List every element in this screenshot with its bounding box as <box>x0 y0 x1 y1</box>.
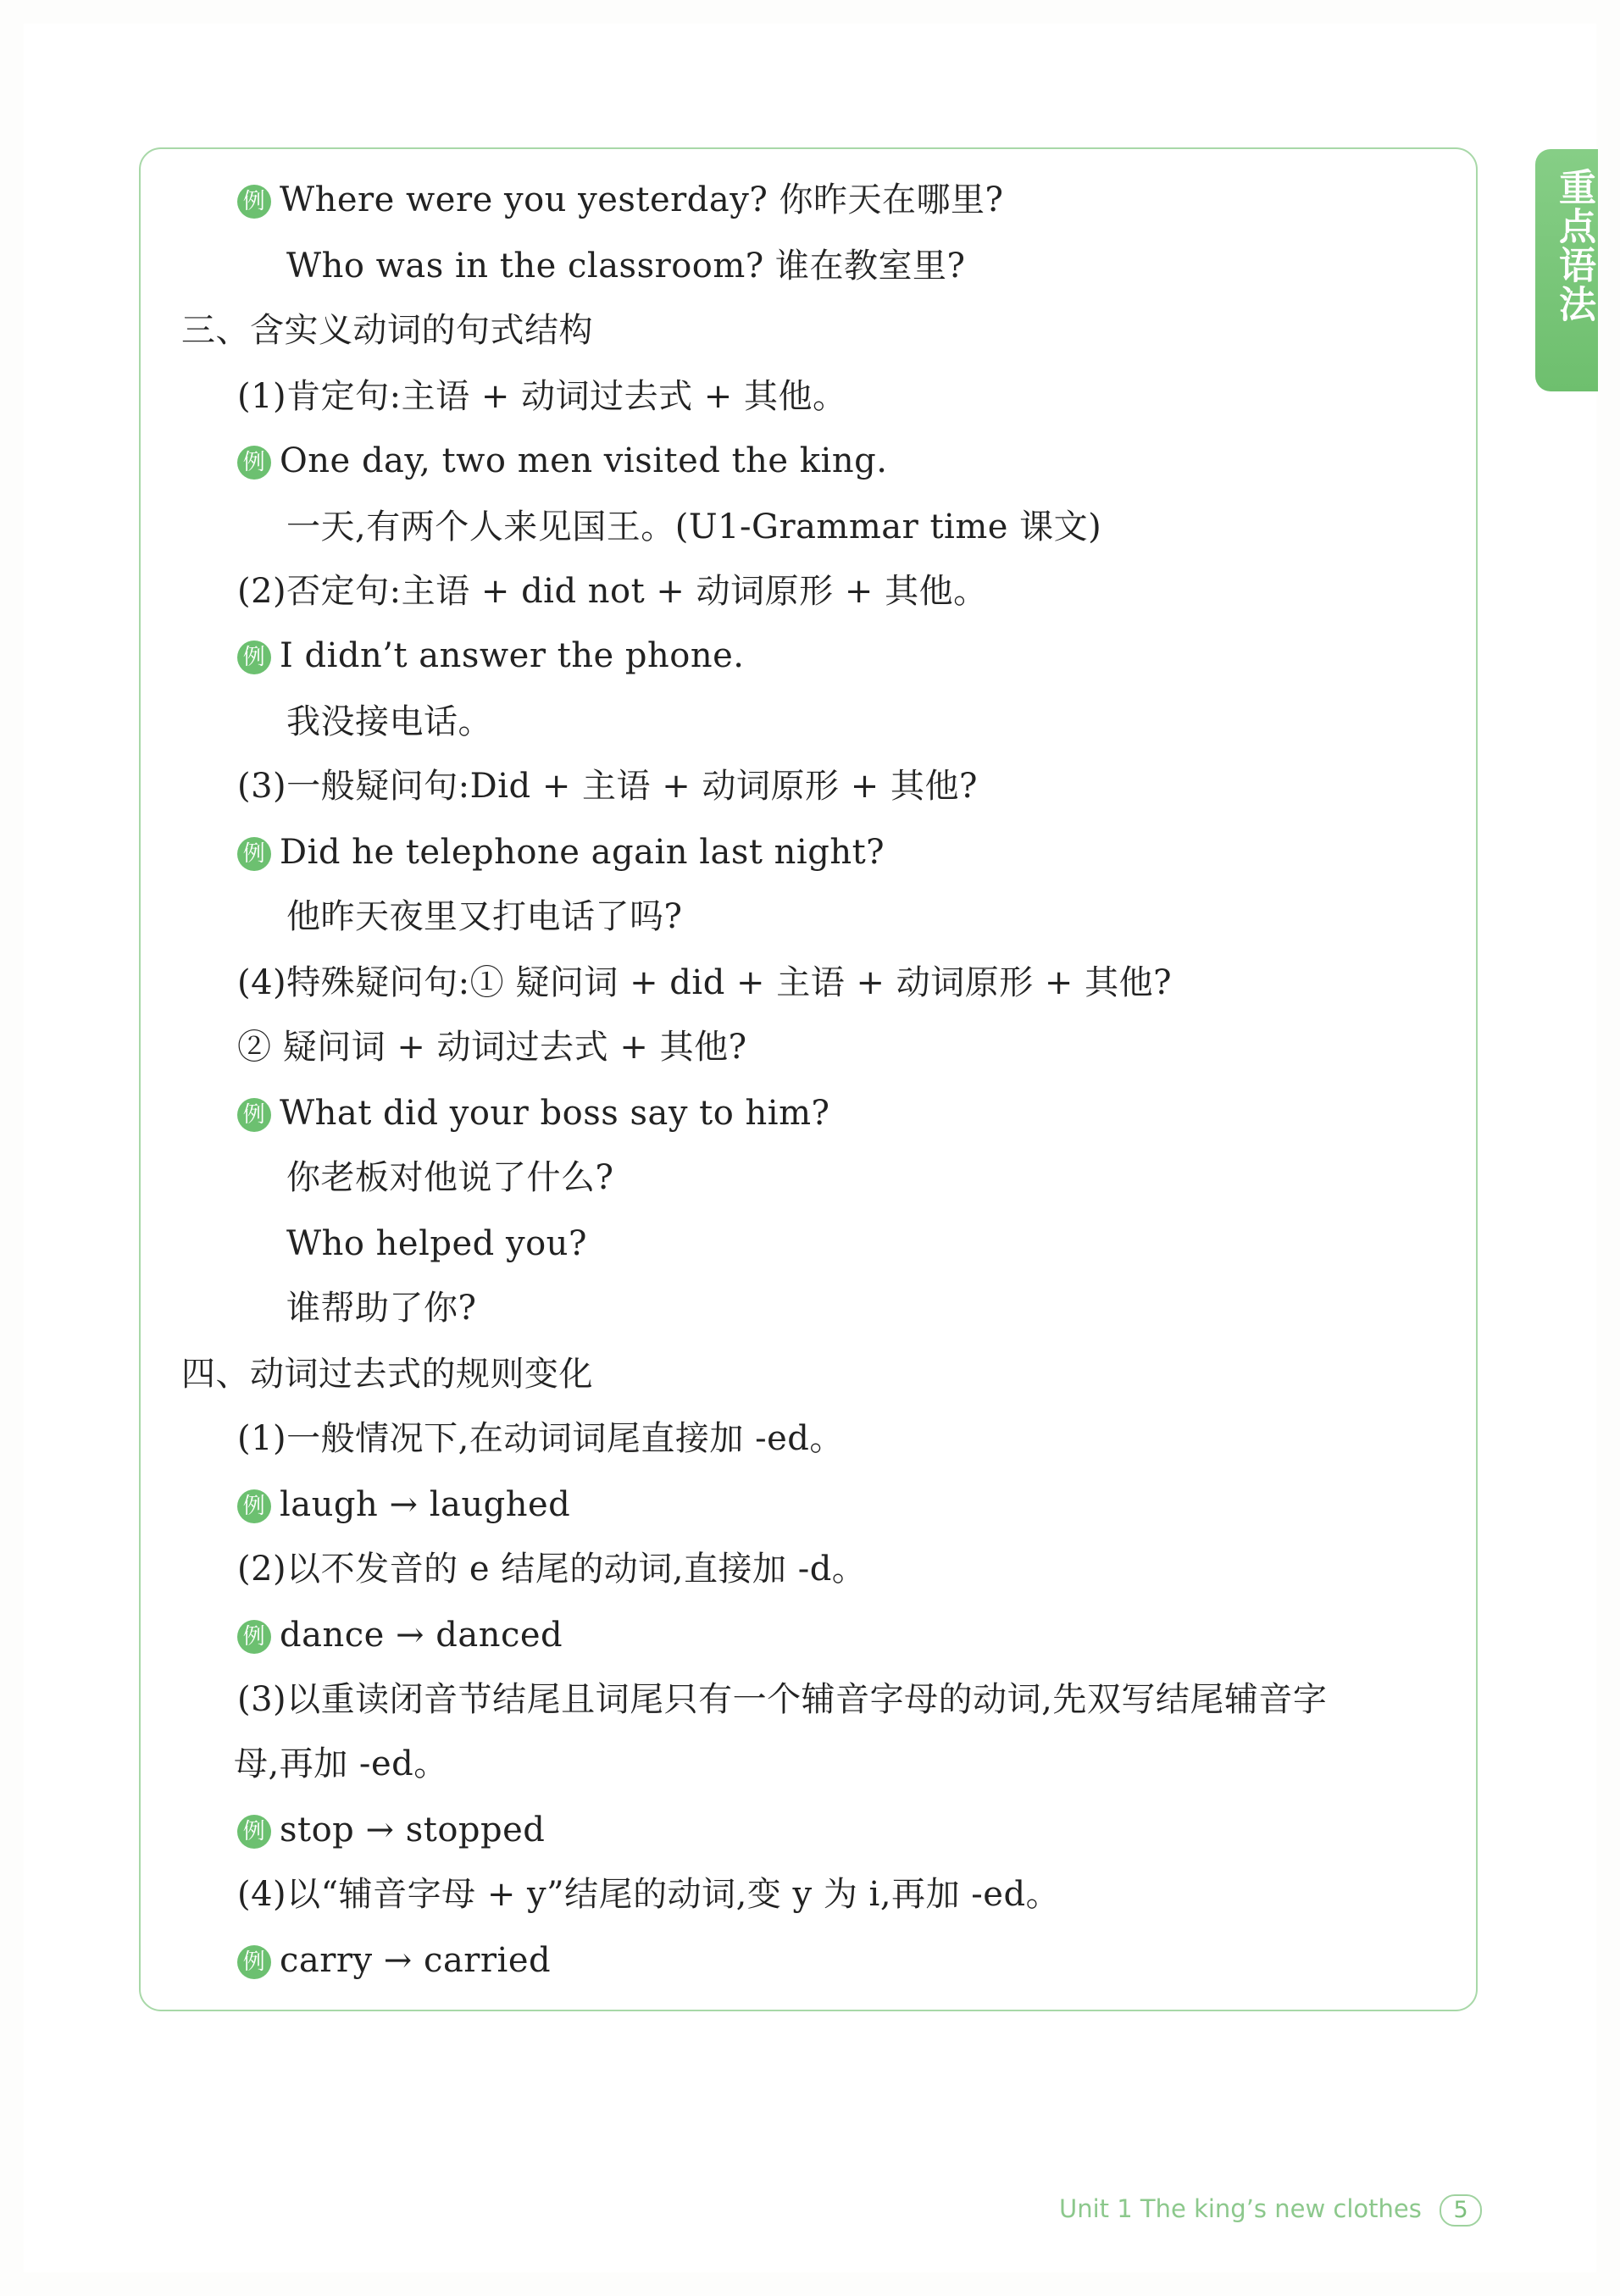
section-heading: 三、含实义动词的句式结构 <box>181 311 593 350</box>
example-text: Where were you yesterday? 你昨天在哪里? <box>280 180 1004 219</box>
example-line <box>237 1093 829 1134</box>
example-text: One day, two men visited the king. <box>280 441 888 480</box>
rule-line: (2)以不发音的 e 结尾的动词,直接加 -d。 <box>237 1550 867 1589</box>
example-line <box>237 1940 551 1981</box>
example-line: 他昨天夜里又打电话了吗? <box>286 897 683 936</box>
example-line: 我没接电话。 <box>286 702 492 741</box>
example-text: I didn’t answer the phone. <box>280 636 745 675</box>
rule-line: ② 疑问词 + 动词过去式 + 其他? <box>237 1028 747 1067</box>
rule-line: (3)一般疑问句:Did + 主语 + 动词原形 + 其他? <box>237 767 978 806</box>
example-line <box>237 1615 563 1655</box>
example-line: 谁帮助了你? <box>286 1289 477 1328</box>
rule-line: (1)肯定句:主语 + 动词过去式 + 其他。 <box>237 377 847 416</box>
rule-line: 母,再加 -ed。 <box>234 1744 448 1783</box>
example-text: dance → danced <box>280 1616 563 1655</box>
content-frame <box>139 147 1478 2011</box>
example-line: Who was in the classroom? 谁在教室里? <box>286 247 966 286</box>
rule-line: (4)特殊疑问句:① 疑问词 + did + 主语 + 动词原形 + 其他? <box>237 963 1173 1002</box>
example-line <box>237 1484 570 1525</box>
page-number: 5 <box>1440 2194 1482 2227</box>
side-tab <box>1535 149 1598 391</box>
rule-line: (3)以重读闭音节结尾且词尾只有一个辅音字母的动词,先双写结尾辅音字 <box>237 1680 1328 1719</box>
example-text: laugh → laughed <box>280 1485 571 1524</box>
example-text: Did he telephone again last night? <box>280 833 885 872</box>
rule-line: (4)以“辅音字母 + y”结尾的动词,变 y 为 i,再加 -ed。 <box>237 1875 1061 1914</box>
example-badge-icon: 例 <box>237 1945 271 1979</box>
example-line <box>237 180 1003 220</box>
example-line <box>237 441 887 481</box>
example-line <box>237 635 745 676</box>
example-text: What did your boss say to him? <box>280 1094 830 1133</box>
example-line: 你老板对他说了什么? <box>286 1158 614 1197</box>
rule-line: (2)否定句:主语 + did not + 动词原形 + 其他。 <box>237 572 988 611</box>
footer-title: The king’s new clothes <box>1140 2194 1422 2223</box>
example-line: 一天,有两个人来见国王。(U1-Grammar time 课文) <box>286 507 1102 546</box>
example-line <box>237 832 885 873</box>
example-badge-icon: 例 <box>237 1815 271 1849</box>
example-line: Who helped you? <box>286 1224 587 1263</box>
side-tab-label: 重点语法 <box>1552 168 1595 324</box>
example-badge-icon: 例 <box>237 1620 271 1654</box>
example-badge-icon: 例 <box>237 641 271 674</box>
page-footer <box>1059 2189 1482 2228</box>
example-text: carry → carried <box>280 1941 552 1980</box>
footer-unit: Unit 1 <box>1059 2194 1133 2223</box>
example-badge-icon: 例 <box>237 446 271 480</box>
example-badge-icon: 例 <box>237 185 271 219</box>
example-badge-icon: 例 <box>237 1098 271 1132</box>
rule-line: (1)一般情况下,在动词词尾直接加 -ed。 <box>237 1419 844 1458</box>
example-badge-icon: 例 <box>237 1489 271 1523</box>
section-heading: 四、动词过去式的规则变化 <box>181 1355 593 1394</box>
example-line <box>237 1810 545 1850</box>
example-badge-icon: 例 <box>237 837 271 871</box>
example-text: stop → stopped <box>280 1811 546 1850</box>
